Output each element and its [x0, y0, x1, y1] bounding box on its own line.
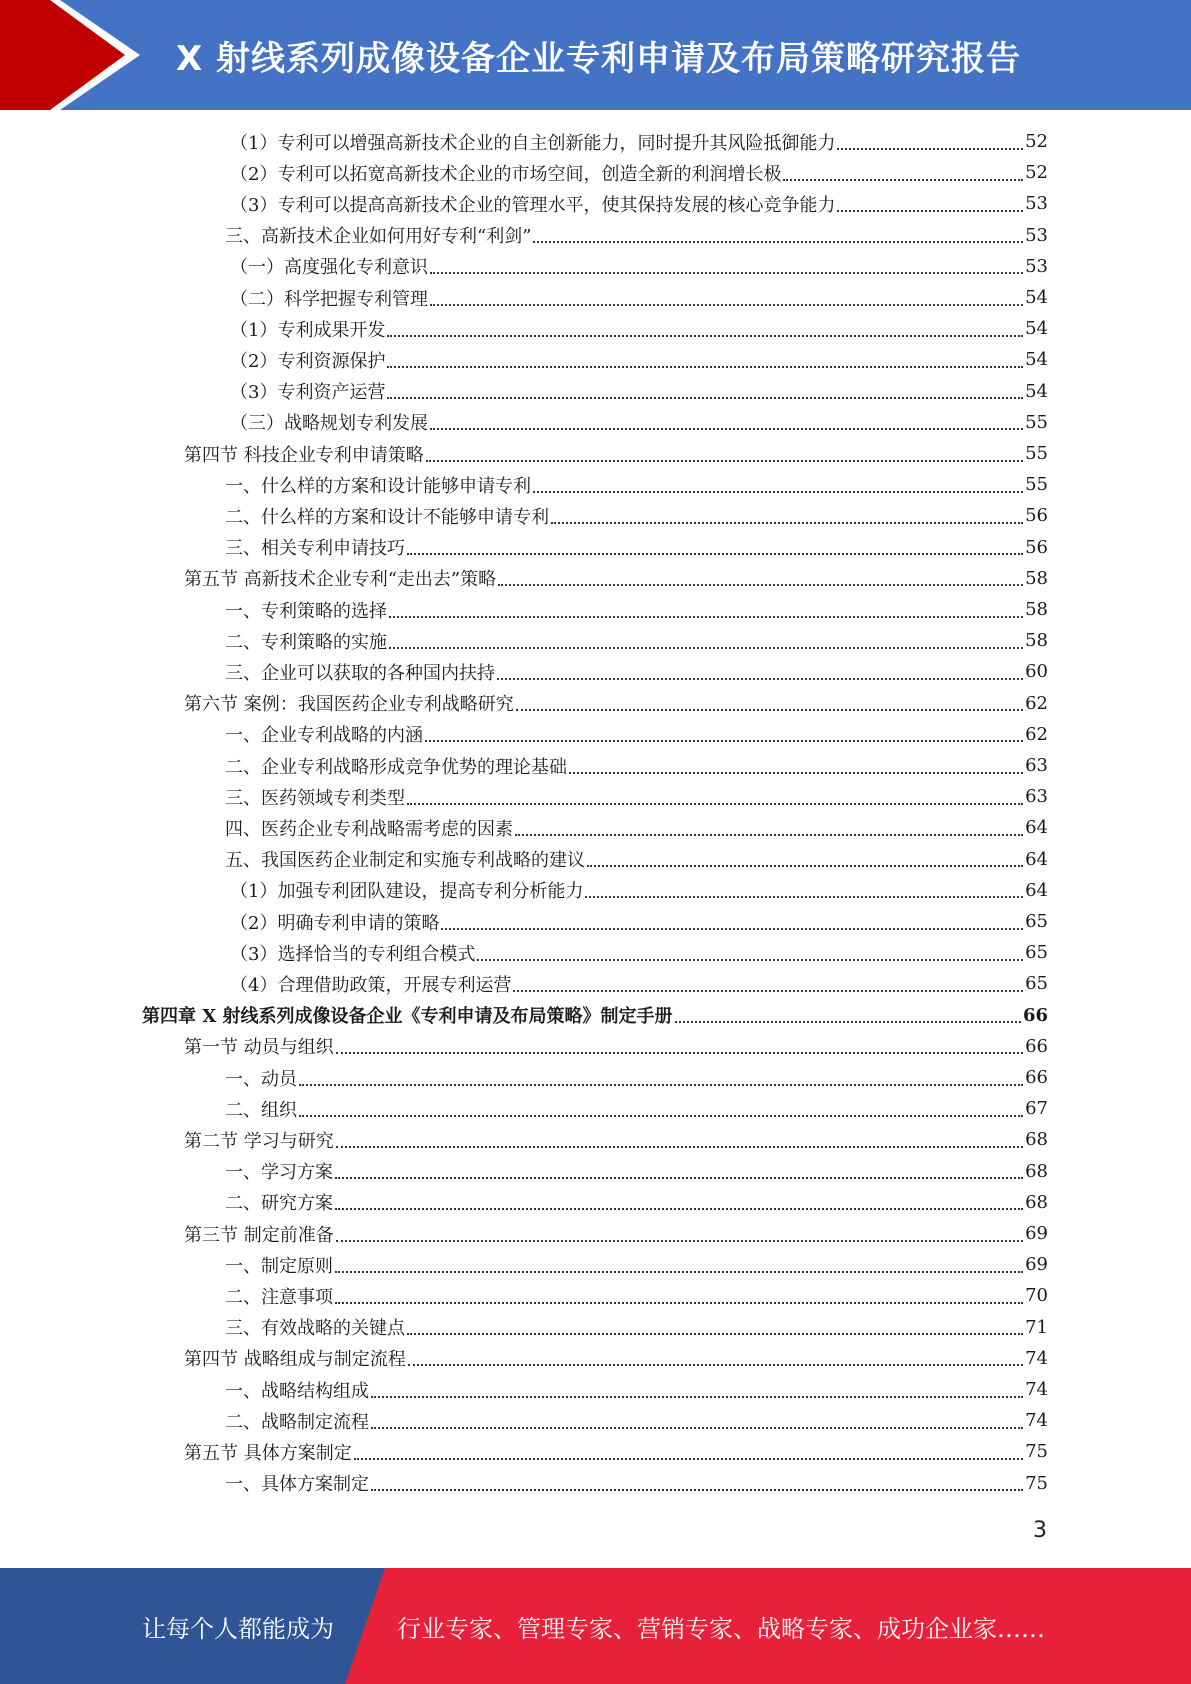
toc-entry-page: 53 — [1025, 193, 1048, 215]
toc-dot-leader — [407, 1333, 1023, 1335]
toc-dot-leader — [783, 179, 1023, 181]
toc-entry[interactable] — [230, 344, 1048, 375]
toc-entry-page: 66 — [1025, 1035, 1048, 1057]
toc-entry-page: 74 — [1025, 1410, 1048, 1432]
toc-entry-page: 74 — [1025, 1347, 1048, 1369]
toc-entry-page: 74 — [1025, 1379, 1048, 1400]
toc-entry-label: 第六节 案例：我国医药企业专利战略研究 — [184, 694, 514, 716]
toc-dot-leader — [336, 1146, 1023, 1148]
toc-entry-page: 53 — [1025, 255, 1048, 277]
toc-dot-leader — [430, 272, 1023, 274]
footer-slogan-left: 让每个人都能成为 — [142, 1614, 334, 1643]
toc-dot-leader — [335, 1271, 1023, 1273]
toc-entry[interactable] — [230, 126, 1048, 157]
toc-entry-page: 54 — [1025, 380, 1048, 402]
toc-entry-page: 69 — [1025, 1254, 1048, 1276]
chevron-arrow-icon — [0, 0, 160, 110]
toc-entry-page: 62 — [1025, 723, 1048, 745]
toc-entry[interactable] — [225, 594, 1048, 625]
toc-entry[interactable] — [225, 1280, 1048, 1311]
toc-entry-label: 二、专利策略的实施 — [225, 631, 387, 653]
toc-dot-leader — [387, 366, 1023, 368]
toc-entry-page: 54 — [1025, 318, 1048, 340]
toc-dot-leader — [497, 678, 1023, 680]
toc-entry-label: （2）专利可以拓宽高新技术企业的市场空间，创造全新的利润增长极 — [230, 163, 782, 185]
toc-entry-page: 68 — [1025, 1129, 1048, 1151]
toc-entry-label: 第四章 X 射线系列成像设备企业《专利申请及布局策略》制定手册 — [142, 1006, 673, 1028]
toc-entry-label: （2）专利资源保护 — [230, 350, 386, 372]
toc-dot-leader — [430, 304, 1023, 306]
toc-entry-label: 二、企业专利战略形成竞争优势的理论基础 — [225, 756, 567, 778]
toc-dot-leader — [336, 1240, 1023, 1242]
toc-entry[interactable] — [225, 1249, 1048, 1280]
toc-entry-page: 52 — [1025, 162, 1048, 184]
toc-entry-label: （2）明确专利申请的策略 — [230, 912, 440, 934]
toc-entry-label: 一、具体方案制定 — [225, 1474, 369, 1496]
toc-dot-leader — [837, 210, 1023, 212]
toc-entry-label: 一、动员 — [225, 1068, 297, 1090]
toc-dot-leader — [675, 1021, 1021, 1023]
toc-entry-label: 一、战略结构组成 — [225, 1380, 369, 1402]
toc-dot-leader — [430, 428, 1023, 430]
toc-dot-leader — [515, 834, 1023, 836]
toc-entry-page: 55 — [1025, 474, 1048, 496]
toc-entry-page: 52 — [1025, 131, 1048, 152]
toc-entry-label: （1）专利成果开发 — [230, 319, 386, 341]
toc-entry-page: 55 — [1025, 411, 1048, 433]
toc-dot-leader — [551, 522, 1023, 524]
toc-dot-leader — [354, 1458, 1023, 1460]
toc-entry-label: 四、医药企业专利战略需考虑的因素 — [225, 818, 513, 840]
toc-entry-label: 一、制定原则 — [225, 1255, 333, 1277]
toc-entry[interactable] — [225, 656, 1048, 687]
toc-dot-leader — [336, 1052, 1023, 1054]
toc-dot-leader — [441, 928, 1023, 930]
toc-dot-leader — [387, 335, 1023, 337]
toc-entry[interactable] — [184, 1031, 1048, 1062]
toc-dot-leader — [371, 1396, 1023, 1398]
toc-dot-leader — [425, 740, 1023, 742]
toc-entry[interactable] — [225, 1468, 1048, 1499]
toc-dot-leader — [513, 990, 1023, 992]
toc-dot-leader — [407, 553, 1023, 555]
toc-entry-label: （3）专利资产运营 — [230, 382, 386, 404]
toc-entry-label: （4）合理借助政策，开展专利运营 — [230, 974, 512, 996]
toc-entry[interactable] — [225, 500, 1048, 531]
toc-entry-label: （一）高度强化专利意识 — [230, 257, 428, 279]
toc-entry[interactable] — [225, 1093, 1048, 1124]
toc-entry[interactable] — [225, 781, 1048, 812]
toc-entry-label: 第四节 科技企业专利申请策略 — [184, 444, 424, 466]
toc-entry-page: 75 — [1025, 1472, 1048, 1494]
toc-entry-page: 58 — [1025, 599, 1048, 620]
toc-entry[interactable] — [184, 563, 1048, 594]
toc-entry-label: 三、企业可以获取的各种国内扶持 — [225, 662, 495, 684]
toc-entry[interactable] — [225, 1312, 1048, 1343]
toc-entry[interactable] — [225, 719, 1048, 750]
toc-dot-leader — [533, 241, 1023, 243]
toc-dot-leader — [533, 491, 1023, 493]
toc-entry[interactable] — [225, 220, 1048, 251]
toc-entry-label: 一、企业专利战略的内涵 — [225, 725, 423, 747]
toc-entry-label: 第五节 具体方案制定 — [184, 1442, 352, 1464]
toc-entry-label: 第一节 动员与组织 — [184, 1037, 334, 1059]
footer-slogan-right: 行业专家、管理专家、营销专家、战略专家、成功企业家…… — [397, 1614, 1045, 1643]
toc-entry[interactable] — [225, 1374, 1048, 1405]
toc-entry-page: 62 — [1025, 692, 1048, 714]
toc-dot-leader — [569, 772, 1023, 774]
toc-entry-page: 65 — [1025, 911, 1048, 932]
toc-entry-page: 60 — [1025, 661, 1048, 683]
toc-dot-leader — [516, 709, 1023, 711]
toc-entry[interactable] — [230, 937, 1048, 968]
toc-entry[interactable] — [184, 1343, 1048, 1374]
toc-entry-label: 二、注意事项 — [225, 1286, 333, 1308]
toc-dot-leader — [407, 803, 1023, 805]
toc-entry[interactable] — [225, 1156, 1048, 1187]
toc-dot-leader — [408, 1364, 1023, 1366]
toc-entry-page: 54 — [1025, 287, 1048, 308]
toc-entry[interactable] — [230, 188, 1048, 219]
toc-entry-page: 66 — [1022, 1004, 1048, 1026]
toc-dot-leader — [498, 584, 1023, 586]
toc-entry-page: 75 — [1025, 1441, 1048, 1463]
toc-entry-label: 第五节 高新技术企业专利“走出去”策略 — [184, 569, 497, 591]
toc-entry-page: 56 — [1025, 536, 1048, 558]
toc-dot-leader — [335, 1302, 1023, 1304]
toc-entry[interactable] — [225, 532, 1048, 563]
toc-entry-label: （3）选择恰当的专利组合模式 — [230, 943, 476, 965]
toc-dot-leader — [335, 1177, 1023, 1179]
toc-entry-page: 54 — [1025, 349, 1048, 371]
toc-entry-label: 二、研究方案 — [225, 1193, 333, 1215]
toc-entry-page: 64 — [1025, 879, 1048, 901]
toc-entry[interactable] — [184, 1436, 1048, 1467]
toc-entry-label: 二、什么样的方案和设计不能够申请专利 — [225, 506, 549, 528]
toc-dot-leader — [587, 865, 1023, 867]
toc-dot-leader — [585, 896, 1023, 898]
toc-entry[interactable] — [230, 875, 1048, 906]
document-title: X 射线系列成像设备企业专利申请及布局策略研究报告 — [176, 38, 1022, 79]
toc-entry[interactable] — [230, 376, 1048, 407]
toc-entry-page: 64 — [1025, 848, 1048, 870]
toc-entry[interactable] — [225, 625, 1048, 656]
page-footer — [0, 1568, 1191, 1684]
toc-entry-page: 56 — [1025, 505, 1048, 527]
toc-entry-page: 68 — [1025, 1160, 1048, 1182]
toc-entry-label: 第二节 学习与研究 — [184, 1130, 334, 1152]
toc-entry-label: 二、战略制定流程 — [225, 1411, 369, 1433]
toc-dot-leader — [389, 647, 1023, 649]
page-number: 3 — [1033, 1518, 1047, 1543]
toc-entry-page: 68 — [1025, 1191, 1048, 1213]
toc-entry-label: 三、有效战略的关键点 — [225, 1318, 405, 1340]
toc-entry[interactable] — [225, 469, 1048, 500]
toc-dot-leader — [389, 616, 1023, 618]
toc-entry-label: 一、学习方案 — [225, 1162, 333, 1184]
toc-entry-page: 64 — [1025, 817, 1048, 839]
toc-entry-label: 三、高新技术企业如何用好专利“利剑” — [225, 226, 532, 248]
toc-dot-leader — [371, 1427, 1023, 1429]
toc-entry-label: 三、相关专利申请技巧 — [225, 538, 405, 560]
toc-entry[interactable] — [225, 750, 1048, 781]
toc-entry-page: 67 — [1025, 1098, 1048, 1120]
toc-dot-leader — [837, 148, 1023, 150]
toc-entry[interactable] — [184, 1124, 1048, 1155]
toc-entry[interactable] — [184, 1218, 1048, 1249]
toc-entry-page: 58 — [1025, 630, 1048, 652]
toc-dot-leader — [299, 1115, 1023, 1117]
toc-entry[interactable] — [184, 438, 1048, 469]
toc-dot-leader — [371, 1489, 1023, 1491]
toc-entry-label: （二）科学把握专利管理 — [230, 288, 428, 310]
toc-dot-leader — [387, 397, 1023, 399]
toc-entry-label: 第四节 战略组成与制定流程 — [184, 1349, 406, 1371]
toc-entry-page: 63 — [1025, 786, 1048, 808]
toc-entry[interactable] — [230, 407, 1048, 438]
toc-entry-label: 五、我国医药企业制定和实施专利战略的建议 — [225, 850, 585, 872]
toc-dot-leader — [477, 959, 1023, 961]
toc-entry-label: 第三节 制定前准备 — [184, 1224, 334, 1246]
toc-entry-label: （1）专利可以增强高新技术企业的自主创新能力，同时提升其风险抵御能力 — [230, 132, 836, 154]
toc-entry-page: 58 — [1025, 567, 1048, 589]
toc-entry[interactable] — [230, 906, 1048, 937]
toc-entry-page: 69 — [1025, 1223, 1048, 1244]
toc-entry-label: 三、医药领域专利类型 — [225, 787, 405, 809]
toc-entry-label: （3）专利可以提高高新技术企业的管理水平，使其保持发展的核心竞争能力 — [230, 194, 836, 216]
toc-entry-page: 66 — [1025, 1067, 1048, 1088]
toc-entry-label: 一、专利策略的选择 — [225, 600, 387, 622]
toc-entry-page: 53 — [1025, 224, 1048, 246]
toc-dot-leader — [426, 460, 1023, 462]
toc-entry-page: 65 — [1025, 973, 1048, 995]
toc-dot-leader — [335, 1208, 1023, 1210]
toc-entry[interactable] — [230, 251, 1048, 282]
toc-entry[interactable] — [230, 968, 1048, 999]
toc-entry-page: 70 — [1025, 1285, 1048, 1307]
toc-entry-page: 63 — [1025, 755, 1048, 776]
toc-entry[interactable] — [230, 157, 1048, 188]
toc-entry[interactable] — [225, 844, 1048, 875]
toc-entry-label: （1）加强专利团队建设，提高专利分析能力 — [230, 881, 584, 903]
toc-entry[interactable] — [225, 812, 1048, 843]
toc-entry-page: 65 — [1025, 942, 1048, 964]
toc-entry-label: （三）战略规划专利发展 — [230, 413, 428, 435]
toc-entry[interactable] — [184, 688, 1048, 719]
toc-entry-label: 一、什么样的方案和设计能够申请专利 — [225, 475, 531, 497]
page-header — [0, 0, 1191, 110]
toc-entry[interactable] — [230, 313, 1048, 344]
toc-entry[interactable] — [225, 1062, 1048, 1093]
toc-entry[interactable] — [225, 1187, 1048, 1218]
toc-entry[interactable] — [230, 282, 1048, 313]
toc-entry[interactable] — [225, 1405, 1048, 1436]
toc-entry-page: 55 — [1025, 443, 1048, 464]
toc-entry-label: 二、组织 — [225, 1099, 297, 1121]
toc-entry[interactable] — [142, 1000, 1048, 1031]
toc-dot-leader — [299, 1084, 1023, 1086]
toc-entry-page: 71 — [1025, 1316, 1048, 1338]
